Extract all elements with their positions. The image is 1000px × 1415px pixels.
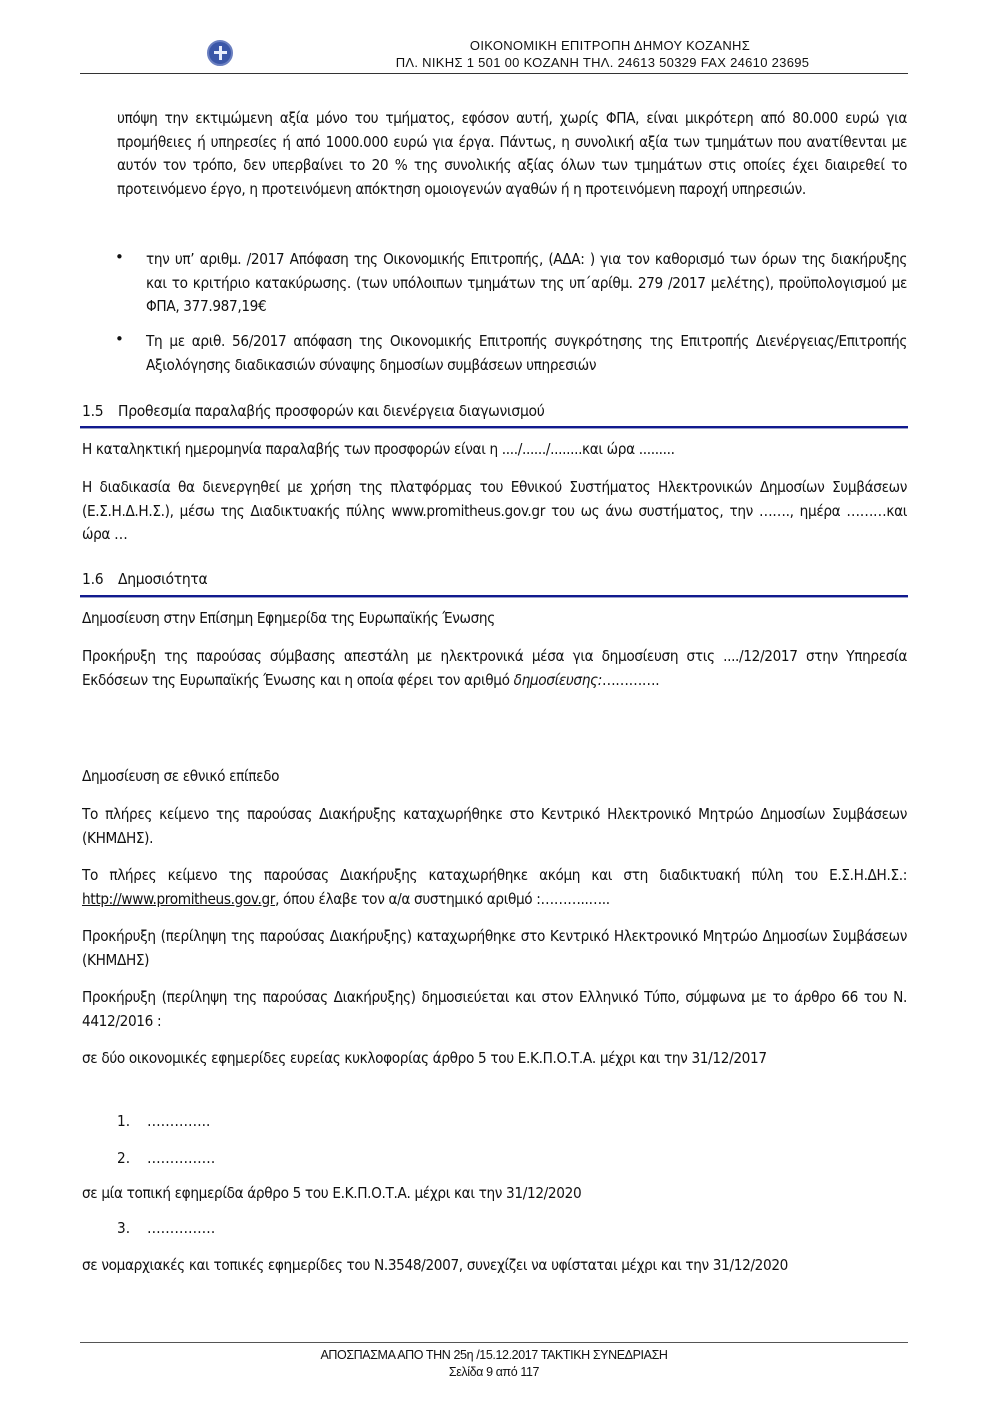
promitheus-link[interactable]: http://www.promitheus.gov.gr [82,889,276,908]
section-divider [80,426,908,428]
footer-session-line: ΑΠΟΣΠΑΣΜΑ ΑΠΟ ΤΗΝ 25η /15.12.2017 ΤΑΚΤΙΚΗ ΣΥΝΕΔΡΙΑΣΗ [320,1348,668,1362]
bullet-item: την υπ’ αριθμ. /2017 Απόφαση της Οικονομικής Επιτροπής, (ΑΔΑ: ) για τον καθορισμό των όρων της διακήρυξης και το κριτήριο κατακύρωσης. (των υπόλοιπων τμημάτων της υπ΄αρίθμ. 279 /2017 μελέτης), προϋπολογισμού με ΦΠΑ, 377.987,19€ [146,250,907,315]
national-paragraph-1: Το πλήρες κείμενο της παρούσας Διακήρυξης καταχωρήθηκε στο Κεντρικό Ηλεκτρονικό Μητρώο Δημοσίων Συμβάσεων (ΚΗΜΔΗΣ). [82,805,907,847]
bullet-marker: • [115,248,124,266]
letterhead [240,37,910,71]
list-text: ………….. [147,1112,211,1130]
intro-paragraph: υπόψη την εκτιμώμενη αξία μόνο του τμήματος, εφόσον αυτή, χωρίς ΦΠΑ, είναι μικρότερη από 80.000 ευρώ για προμήθειες ή υπηρεσίες ή από 1000.000 ευρώ για έργα. Πάντως, η συνολική αξία των τμημάτων που ανατίθενται με αυτόν τον τρόπο, δεν υπερβαίνει το 20 % της συνολικής αξίας όλων των τμημάτων στις οποίες έχει διαιρεθεί το προτεινόμενο έργο, η προτεινόμενη απόκτηση ομοιογενών αγαθών ή η προτεινόμενη παροχή υπηρεσιών. [117,109,907,198]
list-number: 1. [117,1112,131,1130]
newspaper-list-item [117,1110,210,1134]
bullet-item: Τη με αριθ. 56/2017 απόφαση της Οικονομικής Επιτροπής συγκρότησης της Επιτροπής Διενέργειας/Επιτροπής Αξιολόγησης διαδικασιών σύναψης δημοσίων συμβάσεων υπηρεσιών [146,332,907,374]
eu-subheading: Δημοσίευση στην Επίσημη Εφημερίδα της Ευρωπαϊκής Ένωσης [82,609,495,627]
national-paragraph-4: Προκήρυξη (περίληψη της παρούσας Διακήρυξης) δημοσιεύεται και στον Ελληνικό Τύπο, σύμφωνα με το άρθρο 66 του Ν. 4412/2016 : [82,988,907,1030]
section-heading-1-5 [82,402,545,420]
procedure-paragraph: Η διαδικασία θα διενεργηθεί με χρήση της πλατφόρμας του Εθνικού Συστήματος Ηλεκτρονικών Δημοσίων Συμβάσεων (Ε.Σ.Η.Δ.Η.Σ.), μέσω της Διαδικτυακής πύλης www.promitheus.gov.gr του ως άνω συστήματος, την ……., ημέρα ………και ώρα … [82,478,907,543]
section-heading-1-6 [82,570,207,588]
national-paragraph-2 [82,864,907,911]
national-paragraph-3: Προκήρυξη (περίληψη της παρούσας Διακήρυξης) καταχωρήθηκε στο Κεντρικό Ηλεκτρονικό Μητρώο Δημοσίων Συμβάσεων (ΚΗΜΔΗΣ) [82,927,907,969]
national-paragraph-5: σε δύο οικονομικές εφημερίδες ευρείας κυκλοφορίας άρθρο 5 του Ε.Κ.Π.Ο.Τ.Α. μέχρι και την 31/12/2017 [82,1049,767,1067]
eu-paragraph-text: Προκήρυξη της παρούσας σύμβασης απεστάλη με ηλεκτρονικά μέσα για δημοσίευση στις ..../12/2017 στην Υπηρεσία Εκδόσεων της Ευρωπαϊκής Ένωσης και η οποία φέρει τον αριθμό [82,647,907,689]
national-paragraph-6: σε μία τοπική εφημερίδα άρθρο 5 του Ε.Κ.Π.Ο.Τ.Α. μέχρι και την 31/12/2020 [82,1184,582,1202]
eu-paragraph-tail: …………. [601,670,660,689]
national-paragraph-7: σε νομαρχιακές και τοπικές εφημερίδες του Ν.3548/2007, συνεχίζει να υφίσταται μέχρι και την 31/12/2020 [82,1256,789,1274]
list-text: …………… [147,1149,216,1167]
section-title: Προθεσμία παραλαβής προσφορών και διενέργεια διαγωνισμού [118,402,545,420]
section-title: Δημοσιότητα [118,570,208,588]
list-text: …………… [147,1219,216,1237]
deadline-paragraph: Η καταληκτική ημερομηνία παραλαβής των προσφορών είναι η ..../....../........και ώρα ......... [82,440,675,458]
page-number: Σελίδα 9 από 117 [448,1365,540,1379]
greek-coat-of-arms-icon [207,40,233,66]
header-divider [80,73,908,74]
eu-paragraph [82,645,907,692]
letterhead-title: ΟΙΚΟΝΟΜΙΚΗ ΕΠΙΤΡΟΠΗ ΔΗΜΟΥ ΚΟΖΑΝΗΣ [469,38,751,53]
national-paragraph-2-tail: , όπου έλαβε τον α/α συστημικό αριθμό :………..….. [275,889,610,908]
footer-divider [80,1342,908,1343]
eu-paragraph-italic: δημοσίευσης: [513,670,602,689]
list-number: 3. [117,1219,131,1237]
national-paragraph-2-text: Το πλήρες κείμενο της παρούσας Διακήρυξης καταχωρήθηκε ακόμη και στη διαδικτυακή πύλη του Ε.Σ.Η.ΔΗ.Σ.: [82,866,907,884]
page-footer [80,1347,908,1381]
newspaper-list-item [117,1217,215,1241]
section-number: 1.5 [82,402,104,420]
letterhead-address: ΠΛ. ΝΙΚΗΣ 1 501 00 ΚΟΖΑΝΗ ΤΗΛ. 24613 50329 FAX 24610 23695 [395,55,810,70]
newspaper-list-item [117,1147,215,1171]
section-divider [80,595,908,597]
list-number: 2. [117,1149,131,1167]
section-number: 1.6 [82,570,104,588]
national-subheading: Δημοσίευση σε εθνικό επίπεδο [82,767,280,785]
bullet-marker: • [115,330,124,348]
